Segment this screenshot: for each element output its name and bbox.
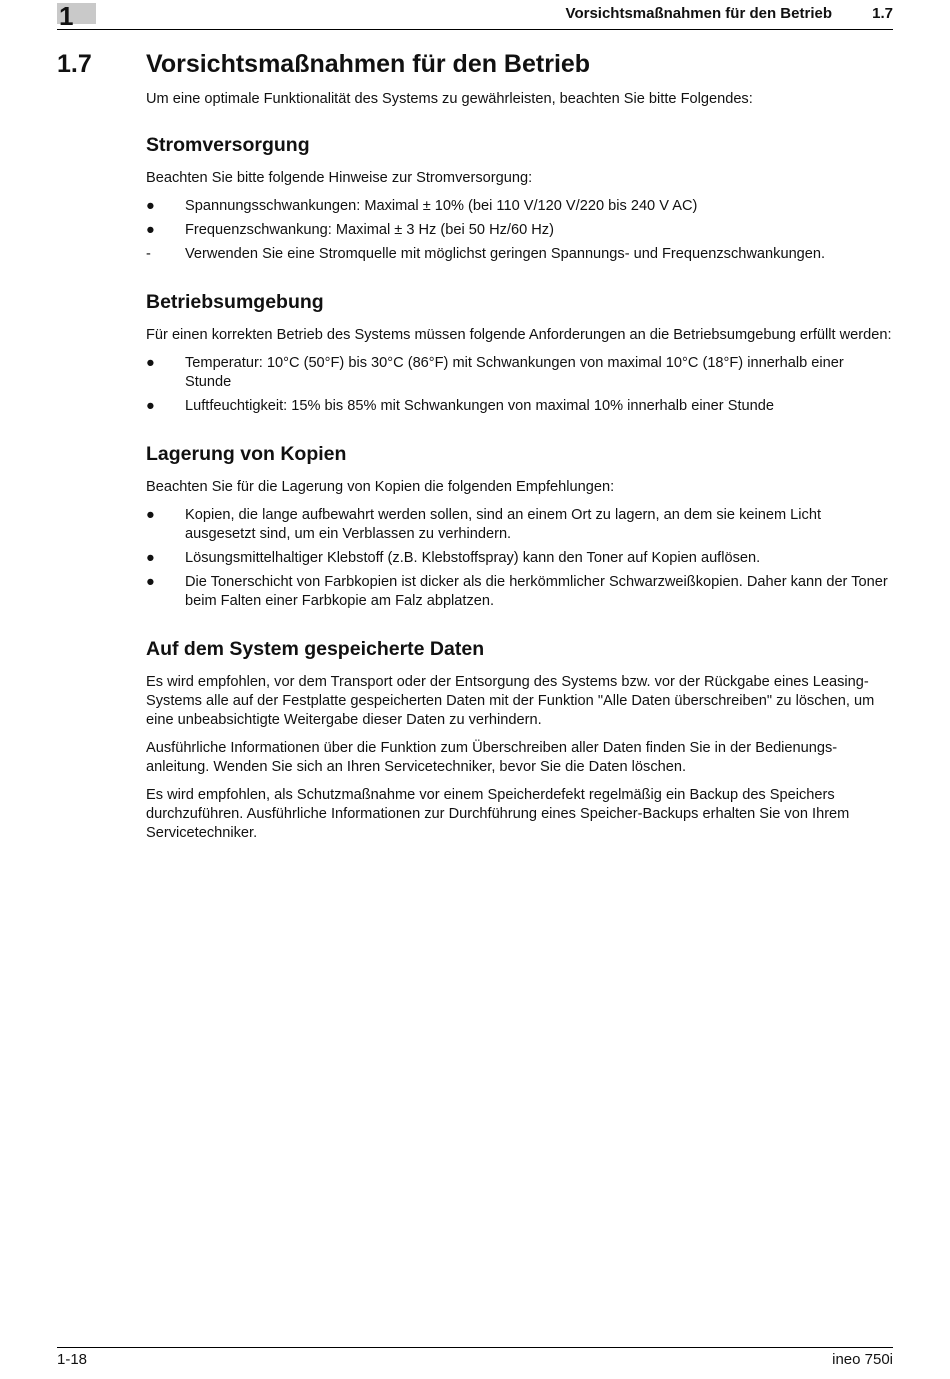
data-paragraph: Ausführliche Informationen über die Funktion zum Überschreiben aller Daten finden Sie in der Bedienungs-anleitung. Wenden Sie sich an Ihren Servicetechniker, bevor Sie die Daten löschen.: [146, 740, 838, 775]
list-item: [146, 221, 894, 240]
list-item-text: Spannungsschwankungen: Maximal ± 10% (bei 110 V/120 V/220 bis 240 V AC): [185, 198, 698, 214]
data-paragraph: Es wird empfohlen, als Schutzmaßnahme vor einem Speicherdefekt regelmäßig ein Backup des Speichers durchzuführen. Ausführliche Informationen zur Durchführung eines Speicher-Backups erhalten Sie von Ihrem Servicetechniker.: [146, 787, 850, 841]
bullet-mark: ●: [146, 507, 155, 523]
list-item-text: Verwenden Sie eine Stromquelle mit möglichst geringen Spannungs- und Frequenzschwankungen.: [185, 246, 826, 262]
heading-betriebsumgebung: Betriebsumgebung: [146, 291, 324, 313]
bullet-mark: ●: [146, 574, 155, 590]
section-title: Vorsichtsmaßnahmen für den Betrieb: [146, 50, 591, 78]
footer-rule: [57, 1347, 893, 1348]
power-intro: Beachten Sie bitte folgende Hinweise zur Stromversorgung:: [146, 170, 533, 186]
list-item: [146, 397, 894, 416]
header-rule: [57, 29, 893, 30]
heading-lagerung: Lagerung von Kopien: [146, 443, 347, 465]
section-number: 1.7: [57, 50, 92, 78]
storage-list: [146, 506, 894, 611]
bullet-mark: ●: [146, 550, 155, 566]
environment-list: [146, 354, 894, 416]
bullet-mark: ●: [146, 398, 155, 414]
power-list: [146, 197, 894, 264]
list-item: [146, 197, 894, 216]
list-item: [146, 245, 894, 264]
product-name: ineo 750i: [832, 1351, 893, 1368]
bullet-mark: ●: [146, 355, 155, 371]
bullet-mark: ●: [146, 198, 155, 214]
dash-mark: -: [146, 246, 151, 262]
heading-stromversorgung: Stromversorgung: [146, 134, 310, 156]
list-item: [146, 573, 894, 611]
list-item-text: Frequenzschwankung: Maximal ± 3 Hz (bei 50 Hz/60 Hz): [185, 222, 554, 238]
storage-intro: Beachten Sie für die Lagerung von Kopien die folgenden Empfehlungen:: [146, 479, 615, 495]
list-item-text: Die Tonerschicht von Farbkopien ist dicker als die herkömmlicher Schwarzweißkopien. Daher kann der Toner beim Falten einer Farbkopie am Falz abplatzen.: [185, 574, 888, 609]
running-header-title: Vorsichtsmaßnahmen für den Betrieb: [565, 5, 832, 22]
list-item-text: Kopien, die lange aufbewahrt werden sollen, sind an einem Ort zu lagern, an dem sie keinem Licht ausgesetzt sind, um ein Verblassen zu verhindern.: [185, 507, 822, 542]
list-item-text: Lösungsmittelhaltiger Klebstoff (z.B. Klebstoffspray) kann den Toner auf Kopien auflösen.: [185, 550, 761, 566]
heading-gespeicherte-daten: Auf dem System gespeicherte Daten: [146, 638, 485, 660]
running-header-number: 1.7: [872, 5, 893, 22]
section-intro: Um eine optimale Funktionalität des Systems zu gewährleisten, beachten Sie bitte Folgendes:: [146, 91, 753, 107]
list-item: [146, 506, 894, 544]
list-item: [146, 549, 894, 568]
list-item: [146, 354, 894, 392]
page-number: 1-18: [57, 1351, 88, 1368]
data-paragraph: Es wird empfohlen, vor dem Transport oder der Entsorgung des Systems bzw. vor der Rückgabe eines Leasing-Systems alle auf der Festplatte gespeicherten Daten mit der Funktion "Alle Daten überschreiben" zu löschen, um eine unbeabsichtigte Weitergabe dieser Daten zu verhindern.: [146, 674, 875, 728]
bullet-mark: ●: [146, 222, 155, 238]
environment-intro: Für einen korrekten Betrieb des Systems müssen folgende Anforderungen an die Betriebsumgebung erfüllt werden:: [146, 327, 892, 343]
chapter-number: 1: [59, 1, 74, 31]
list-item-text: Temperatur: 10°C (50°F) bis 30°C (86°F) mit Schwankungen von maximal 10°C (18°F) innerhalb einer Stunde: [185, 355, 844, 390]
list-item-text: Luftfeuchtigkeit: 15% bis 85% mit Schwankungen von maximal 10% innerhalb einer Stunde: [185, 398, 774, 414]
page-content: [146, 90, 894, 852]
